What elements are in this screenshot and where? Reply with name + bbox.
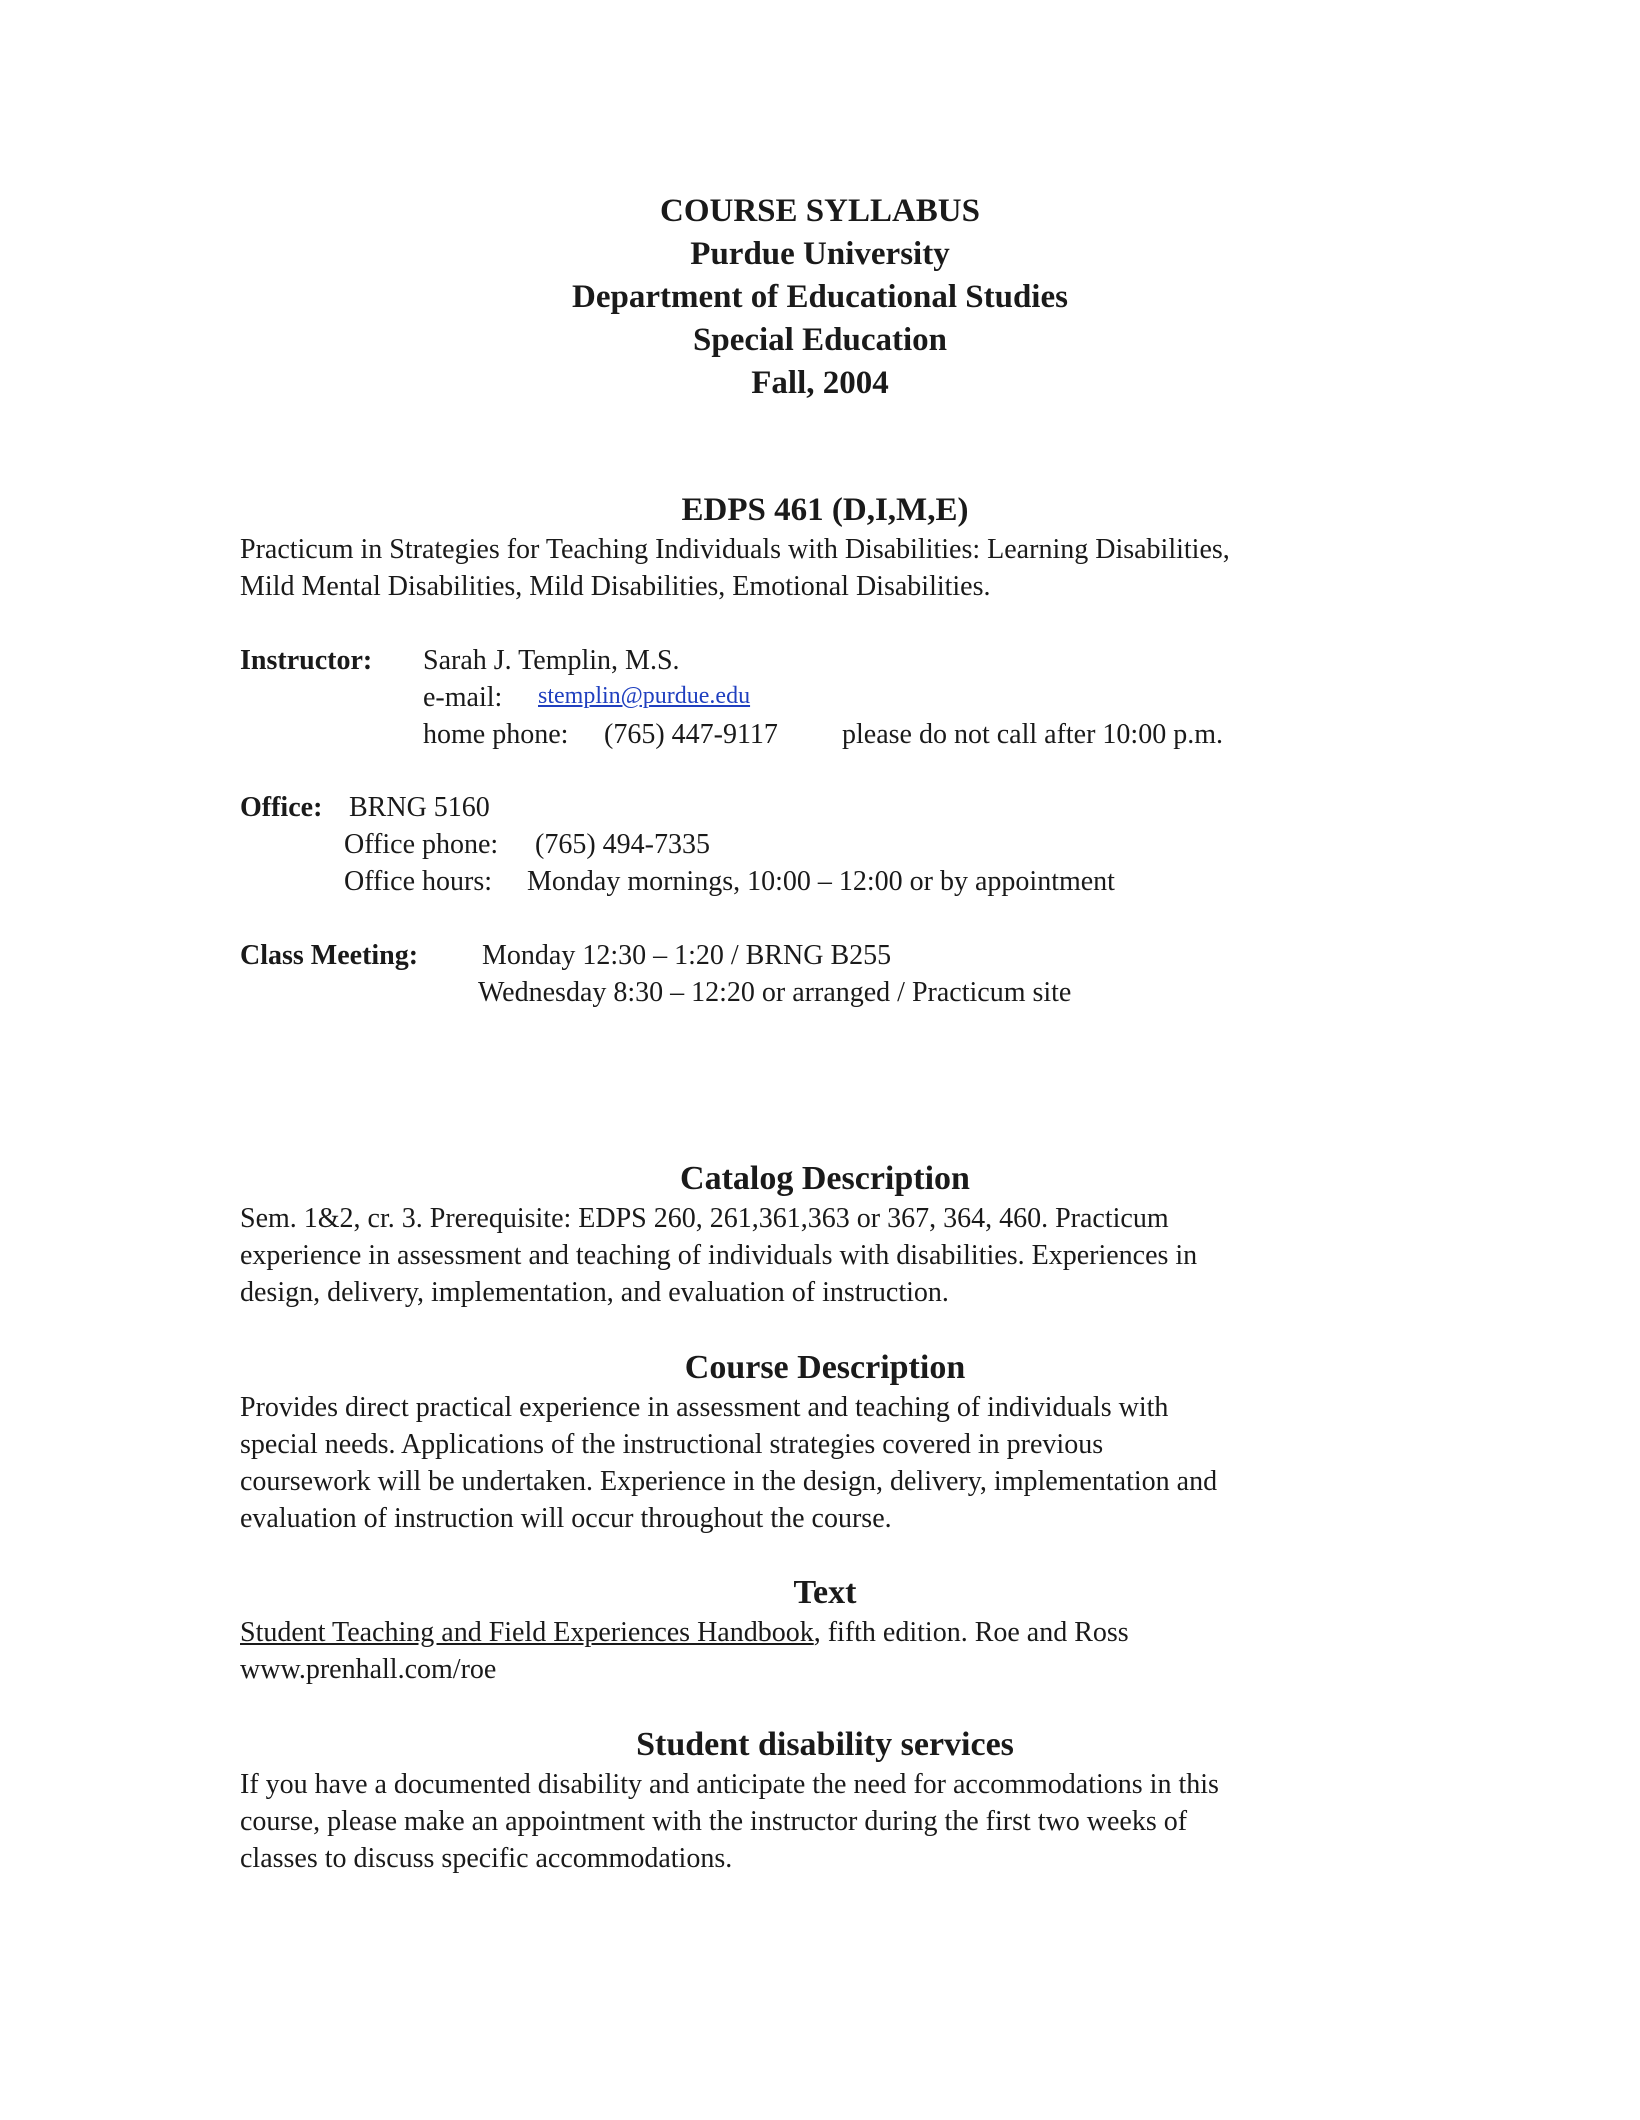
syllabus-header [0,190,1640,405]
catalog-description-heading [0,1158,1640,1200]
catalog-line-1: Sem. 1&2, cr. 3. Prerequisite: EDPS 260, 261,361,363 or 367, 364, 460. Practicum [240,1203,1169,1234]
office-hours: Monday mornings, 10:00 – 12:00 or by appointment [527,866,1115,897]
office-phone: (765) 494-7335 [535,829,710,860]
disability-services-heading [0,1724,1640,1766]
email-label: e-mail: [423,682,503,713]
course-description-line-4: evaluation of instruction will occur throughout the course. [240,1503,892,1534]
instructor-label: Instructor: [240,645,373,676]
textbook-url: www.prenhall.com/roe [240,1654,497,1685]
course-description-heading [0,1347,1640,1389]
text-section [240,1614,1400,1688]
textbook-line [240,1614,1400,1651]
disability-services-text [240,1766,1400,1877]
catalog-description-title: Catalog Description [680,1160,970,1197]
instructor-name: Sarah J. Templin, M.S. [423,645,680,676]
course-description-line-1: Provides direct practical experience in assessment and teaching of individuals with [240,1392,1169,1423]
office-phone-label: Office phone: [344,829,499,860]
course-description-text [240,1389,1400,1537]
course-title-line-1: Practicum in Strategies for Teaching Individuals with Disabilities: Learning Disabilities, [240,534,1230,565]
header-term: Fall, 2004 [751,365,889,401]
catalog-description-text [240,1200,1400,1311]
course-code-heading [0,490,1640,530]
office-hours-label: Office hours: [344,866,492,897]
class-meeting-label: Class Meeting: [240,940,419,971]
catalog-line-2: experience in assessment and teaching of individuals with disabilities. Experiences in [240,1240,1198,1271]
disability-line-1: If you have a documented disability and anticipate the need for accommodations in this [240,1769,1219,1800]
course-description-line-3: coursework will be undertaken. Experience in the design, delivery, implementation and [240,1466,1218,1497]
course-description-title: Course Description [684,1349,966,1386]
disability-line-2: course, please make an appointment with the instructor during the first two weeks of [240,1806,1188,1837]
textbook-title: Student Teaching and Field Experiences Handbook [240,1617,814,1648]
home-phone: (765) 447-9117 [604,719,778,750]
catalog-line-3: design, delivery, implementation, and evaluation of instruction. [240,1277,949,1308]
header-department: Department of Educational Studies [572,279,1068,315]
phone-note: please do not call after 10:00 p.m. [842,719,1223,750]
office-room: BRNG 5160 [349,792,490,823]
disability-services-title: Student disability services [636,1726,1014,1763]
class-meeting-line-1: Monday 12:30 – 1:20 / BRNG B255 [482,940,892,971]
office-label: Office: [240,792,323,823]
course-description-line-2: special needs. Applications of the instructional strategies covered in previous [240,1429,1104,1460]
header-program: Special Education [693,322,947,358]
text-heading [0,1572,1640,1614]
class-meeting-line-2: Wednesday 8:30 – 12:20 or arranged / Practicum site [478,977,1072,1008]
text-title: Text [793,1574,857,1611]
home-phone-label: home phone: [423,719,569,750]
disability-line-3: classes to discuss specific accommodations. [240,1843,733,1874]
header-university: Purdue University [690,236,950,272]
course-title-line-2: Mild Mental Disabilities, Mild Disabilities, Emotional Disabilities. [240,571,991,602]
course-code: EDPS 461 (D,I,M,E) [681,492,969,528]
instructor-email-link[interactable]: stemplin@purdue.edu [538,683,751,709]
textbook-details: , fifth edition. Roe and Ross [813,1617,1129,1648]
header-title: COURSE SYLLABUS [659,193,980,229]
